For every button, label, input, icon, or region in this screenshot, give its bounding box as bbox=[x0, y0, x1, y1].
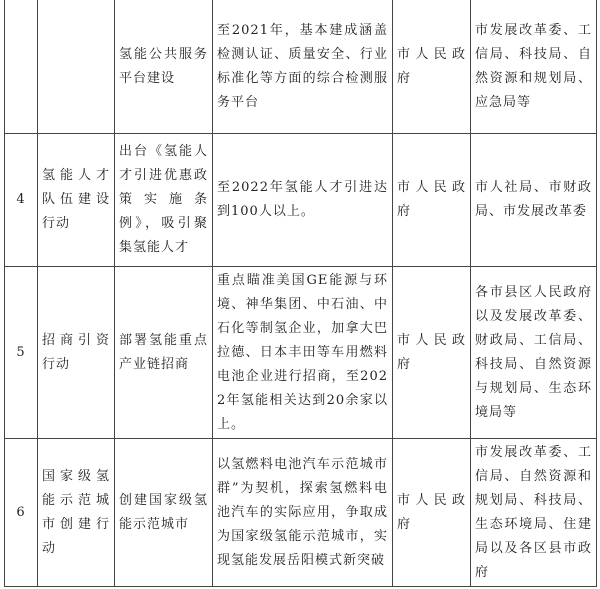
task-content: 出台《氢能人才引进优惠政策实施条例》，吸引聚集氢能人才 bbox=[115, 134, 213, 267]
task-content: 氢能公共服务平台建设 bbox=[115, 0, 213, 134]
target-description: 至2021年，基本建成涵盖检测认证、质量安全、行业标准化等方面的综合检测服务平台 bbox=[213, 0, 393, 134]
row-number: 4 bbox=[5, 134, 38, 267]
lead-unit: 市人民政府 bbox=[393, 439, 471, 587]
lead-unit: 市人民政府 bbox=[393, 0, 471, 134]
row-number bbox=[5, 0, 38, 134]
target-description: 至2022年氢能人才引进达到100人以上。 bbox=[213, 134, 393, 267]
action-plan-table bbox=[4, 0, 597, 587]
responsible-departments: 各市县区人民政府以及发展改革委、财政局、工信局、科技局、自然资源与规划局、生态环境局等 bbox=[471, 267, 597, 439]
task-content: 创建国家级氢能示范城市 bbox=[115, 439, 213, 587]
row-number: 6 bbox=[5, 439, 38, 587]
action-name: 招商引资行动 bbox=[38, 267, 115, 439]
task-content: 部署氢能重点产业链招商 bbox=[115, 267, 213, 439]
responsible-departments: 市发展改革委、工信局、科技局、自然资源和规划局、应急局等 bbox=[471, 0, 597, 134]
action-name bbox=[38, 0, 115, 134]
table-row bbox=[5, 0, 597, 134]
target-description: 以氢燃料电池汽车示范城市群”为契机，探索氢燃料电池汽车的实际应用，争取成为国家级氢能示范城市，实现氢能发展岳阳模式新突破 bbox=[213, 439, 393, 587]
target-description: 重点瞄准美国GE能源与环境、神华集团、中石油、中石化等制氢企业，加拿大巴拉德、日本丰田等车用燃料电池企业进行招商，至2022年氢能相关达到20余家以上。 bbox=[213, 267, 393, 439]
table-row bbox=[5, 267, 597, 439]
responsible-departments: 市人社局、市财政局、市发展改革委 bbox=[471, 134, 597, 267]
lead-unit: 市人民政府 bbox=[393, 134, 471, 267]
table-row bbox=[5, 134, 597, 267]
lead-unit: 市人民政府 bbox=[393, 267, 471, 439]
row-number: 5 bbox=[5, 267, 38, 439]
responsible-departments: 市发展改革委、工信局、自然资源和规划局、科技局、生态环境局、住建局以及各区县市政府 bbox=[471, 439, 597, 587]
table-row bbox=[5, 439, 597, 587]
action-name: 氢能人才队伍建设行动 bbox=[38, 134, 115, 267]
action-name: 国家级氢能示范城市创建行动 bbox=[38, 439, 115, 587]
